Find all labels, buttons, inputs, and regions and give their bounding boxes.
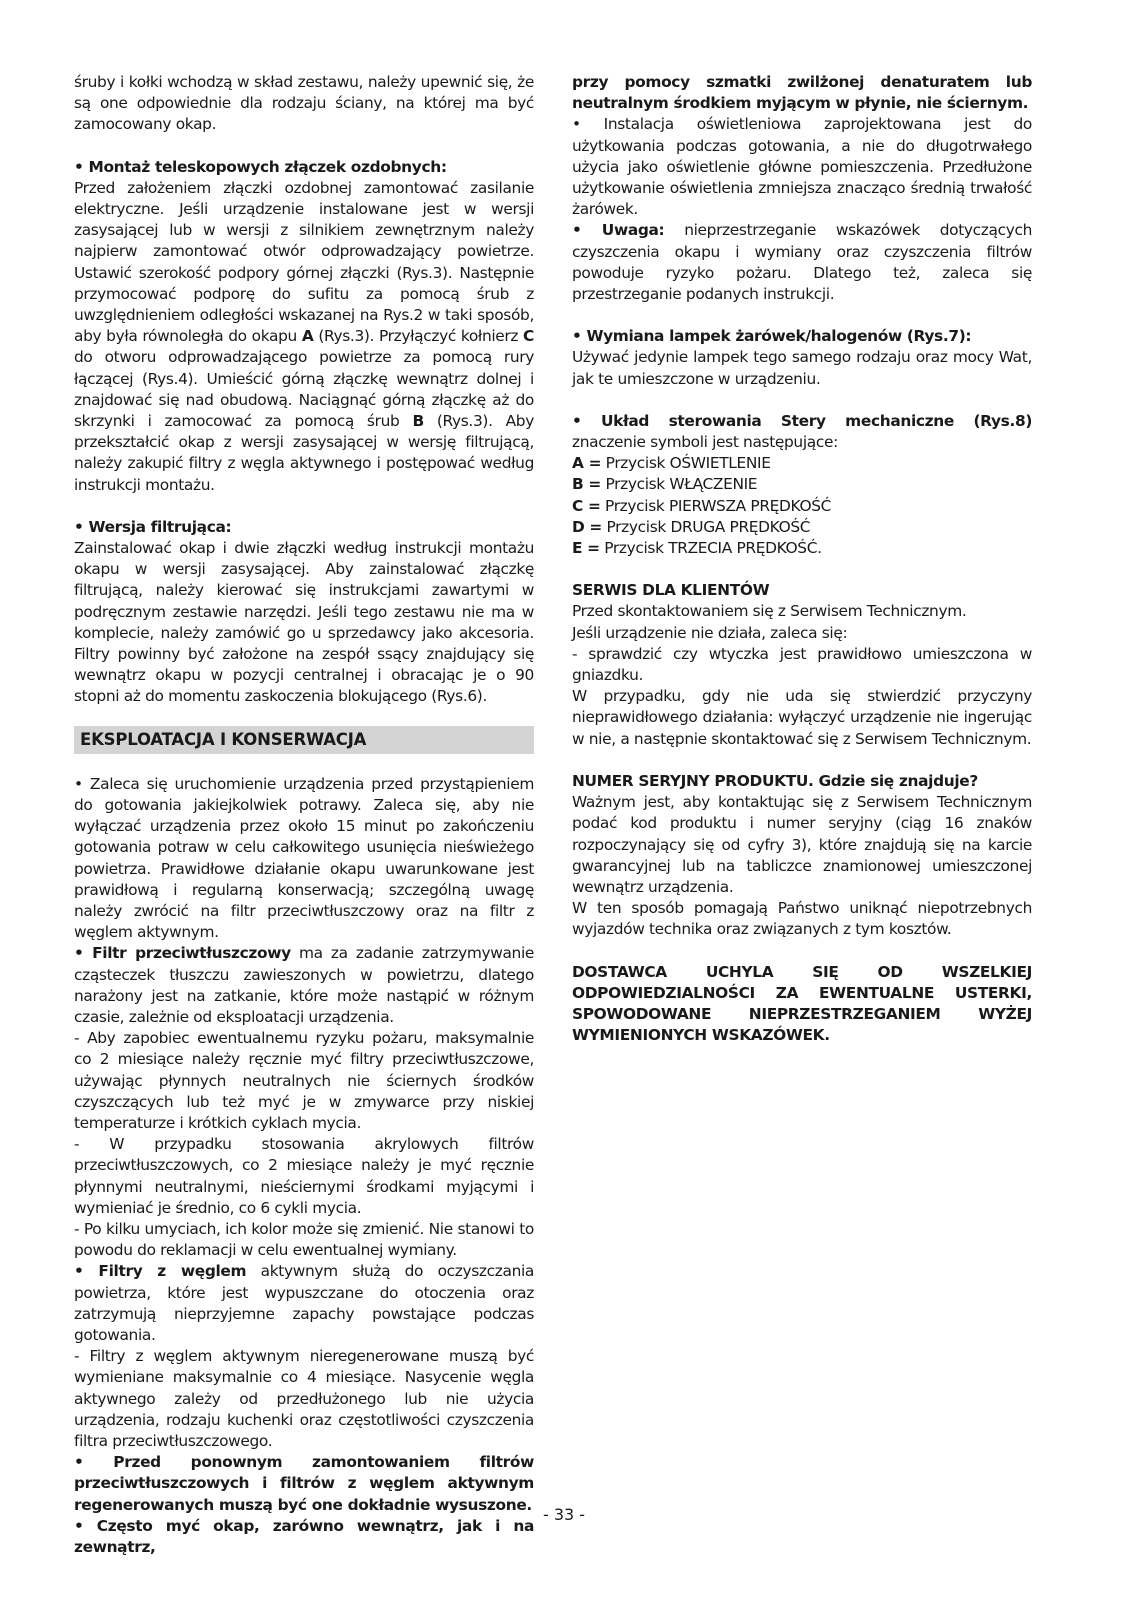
controls-paragraph: • Układ sterowania Stery mechaniczne (Rys.8) znaczenie symboli jest następujące: [572, 411, 1032, 452]
dry-filters-note: • Przed ponownym zamontowaniem filtrów przeciwtłuszczowych i filtrów z węglem aktywnym regenerowanych muszą być one dokładnie wysuszone. [74, 1453, 534, 1514]
section-title-banner: EKSPLOATACJA I KONSERWACJA [74, 726, 534, 754]
grease-detail-2: - W przypadku stosowania akrylowych filtrów przeciwtłuszczowych, co 2 miesiące należy je myć ręcznie płynnymi neutralnymi, nieściernymi środkami myjącymi i wymieniać je średnio, co 6 cykli mycia. [74, 1135, 534, 1217]
service-line-1: Przed skontaktowaniem się z Serwisem Technicznym. [572, 602, 967, 621]
service-line-4: W przypadku, gdy nie uda się stwierdzić przyczyny nieprawidłowego działania: wyłączyć urządzenie nie ingerując w nie, a następnie skontaktować się z Serwisem Technicznym. [572, 687, 1032, 748]
button-legend-b: B = Przycisk WŁĄCZENIE [572, 475, 758, 494]
grease-filter-paragraph: • Filtr przeciwtłuszczowy ma za zadanie zatrzymywanie cząsteczek tłuszczu zawieszonych w powietrzu, dlatego narażony jest na zatkanie, które może nastąpić w różnym czasie, zależnie od eksploatacji urządzenia. [74, 944, 534, 1026]
grease-detail-1: - Aby zapobiec ewentualnemu ryzyku pożaru, maksymalnie co 2 miesiące należy ręcznie myć filtry przeciwtłuszczowe, używając płynnych neutralnych nie ściernych środków czyszczących lub też myć je w zmywarce przy niskiej temperaturze i krótkich cyklach mycia. [74, 1029, 534, 1132]
serial-paragraph-1: Ważnym jest, aby kontaktując się z Serwisem Technicznym podać kod produktu i numer seryjny (ciąg 16 znaków rozpoczynający się od cyfry 3), które znajdują się na karcie gwarancyjnej lub na tabliczce znamionowej umieszczonej wewnątrz urządzenia. [572, 793, 1032, 896]
serial-paragraph-2: W ten sposób pomagają Państwo uniknąć niepotrzebnych wyjazdów technika oraz związanych z tym kosztów. [572, 899, 1032, 939]
service-line-3: - sprawdzić czy wtyczka jest prawidłowo umieszczona w gniazdku. [572, 644, 1032, 685]
disclaimer: DOSTAWCA UCHYLA SIĘ OD WSZELKIEJ ODPOWIEDZIALNOŚCI ZA EWENTUALNE USTERKI, SPOWODOWANE NIEPRZESTRZEGANIEM WYŻEJ WYMIENIONYCH WSKAZÓWEK. [572, 962, 1032, 1045]
lamps-paragraph: Używać jedynie lampek tego samego rodzaju oraz mocy Wat, jak te umieszczone w urządzeniu. [572, 348, 1032, 388]
button-legend-a: A = Przycisk OŚWIETLENIE [572, 454, 771, 473]
page-number: - 33 - [542, 1505, 586, 1524]
button-legend-c: C = Przycisk PIERWSZA PRĘDKOŚĆ [572, 496, 832, 515]
filter-version-paragraph: Zainstalować okap i dwie złączki według instrukcji montażu okapu w wersji zasysającej. Aby zainstalować złączkę filtrującą, należy kierować się instrukcjami zawartymi w podręcznym zestawie narzędzi. Jeśli tego zestawu nie ma w komplecie, należy zamówić go u sprzedawcy jako akcesoria. Filtry powinny być założone na zespół ssący znajdujący się wewnątrz okapu w pozycji centralnej i obracając je o 90 stopni aż do momentu zaskoczenia blokującego (Rys.6). [74, 539, 534, 706]
intro-paragraph: śruby i kołki wchodzą w skład zestawu, należy upewnić się, że są one odpowiednie dla rodzaju ściany, na której ma być zamocowany okap. [74, 73, 534, 134]
telescopic-paragraph: Przed założeniem złączki ozdobnej zamontować zasilanie elektryczne. Jeśli urządzenie instalowane jest w wersji zasysającej lub w wersji z silnikiem zewnętrznym należy najpierw zamontować otwór odprowadzający powietrze. Ustawić szerokość podpory górnej złączki (Rys.3). Następnie przymocować podporę do sufitu za pomocą śrub z uwzględnieniem odległości wskazanej na Rys.2 w taki sposób, aby była równoległa do okapu A (Rys.3). Przyłączyć kołnierz C do otworu odprowadzającego powietrze za pomocą rury łączącej (Rys.4). Umieścić górną złączkę wewnątrz dolnej i znajdować się nad obudową. Naciągnąć górną złączkę aż do skrzynki i zamocować za pomocą śrub B (Rys.3). Aby przekształcić okap z wersji zasysającej w wersję filtrującą, należy zakupić filtry z węgla aktywnego i postępować według instrukcji montażu. [74, 178, 534, 494]
wash-hood-continued: przy pomocy szmatki zwilżonej denaturatem lub neutralnym środkiem myjącym w płynie, nie ściernym. [572, 73, 1032, 113]
serial-heading: NUMER SERYJNY PRODUKTU. Gdzie się znajduje? [572, 771, 978, 790]
lamps-heading: • Wymiana lampek żarówek/halogenów (Rys.7): [572, 327, 972, 346]
telescopic-heading: • Montaż teleskopowych złączek ozdobnych: [74, 157, 447, 176]
filter-version-heading: • Wersja filtrująca: [74, 517, 232, 536]
grease-detail-3: - Po kilku umyciach, ich kolor może się zmienić. Nie stanowi to powodu do reklamacji w celu ewentualnej wymiany. [74, 1219, 534, 1260]
lighting-paragraph: • Instalacja oświetleniowa zaprojektowana jest do użytkowania podczas gotowania, a nie do długotrwałego użycia jako oświetlenie główne pomieszczenia. Przedłużone użytkowanie oświetlenia zmniejsza znacząco średnią trwałość żarówek. [572, 115, 1032, 219]
right-column [572, 72, 1032, 1046]
carbon-filter-paragraph: • Filtry z węglem aktywnym służą do oczyszczania powietrza, które jest wypuszczane do otoczenia oraz zatrzymują nieprzyjemne zapachy powstające podczas gotowania. [74, 1262, 534, 1344]
use-paragraph: • Zaleca się uruchomienie urządzenia przed przystąpieniem do gotowania jakiejkolwiek potrawy. Zaleca się, aby nie wyłączać urządzenia przez około 15 minut po zakończeniu gotowania potraw w celu całkowitego usunięcia nieświeżego powietrza. Prawidłowe działanie okapu uwarunkowane jest prawidłową i regularną konserwacją; szczególną uwagę należy zwrócić na filtr przeciwtłuszczowy oraz na filtr z węglem aktywnym. [74, 774, 534, 942]
left-column [74, 72, 534, 1558]
button-legend-d: D = Przycisk DRUGA PRĘDKOŚĆ [572, 517, 811, 536]
service-line-2: Jeśli urządzenie nie działa, zaleca się: [572, 623, 848, 642]
wash-hood-note: • Często myć okap, zarówno wewnątrz, jak i na zewnątrz, [74, 1516, 534, 1556]
button-legend-e: E = Przycisk TRZECIA PRĘDKOŚĆ. [572, 539, 822, 558]
carbon-detail-1: - Filtry z węglem aktywnym nieregenerowane muszą być wymieniane maksymalnie co 4 miesiące. Nasycenie węgla aktywnego zależy od przedłużonego lub nie użycia urządzenia, rodzaju kuchenki oraz częstotliwości czyszczenia filtra przeciwtłuszczowego. [74, 1347, 534, 1450]
warning-paragraph: • Uwaga: nieprzestrzeganie wskazówek dotyczących czyszczenia okapu i wymiany oraz czyszczenia filtrów powoduje ryzyko pożaru. Dlatego też, zaleca się przestrzeganie podanych instrukcji. [572, 221, 1032, 304]
service-heading: SERWIS DLA KLIENTÓW [572, 581, 770, 600]
